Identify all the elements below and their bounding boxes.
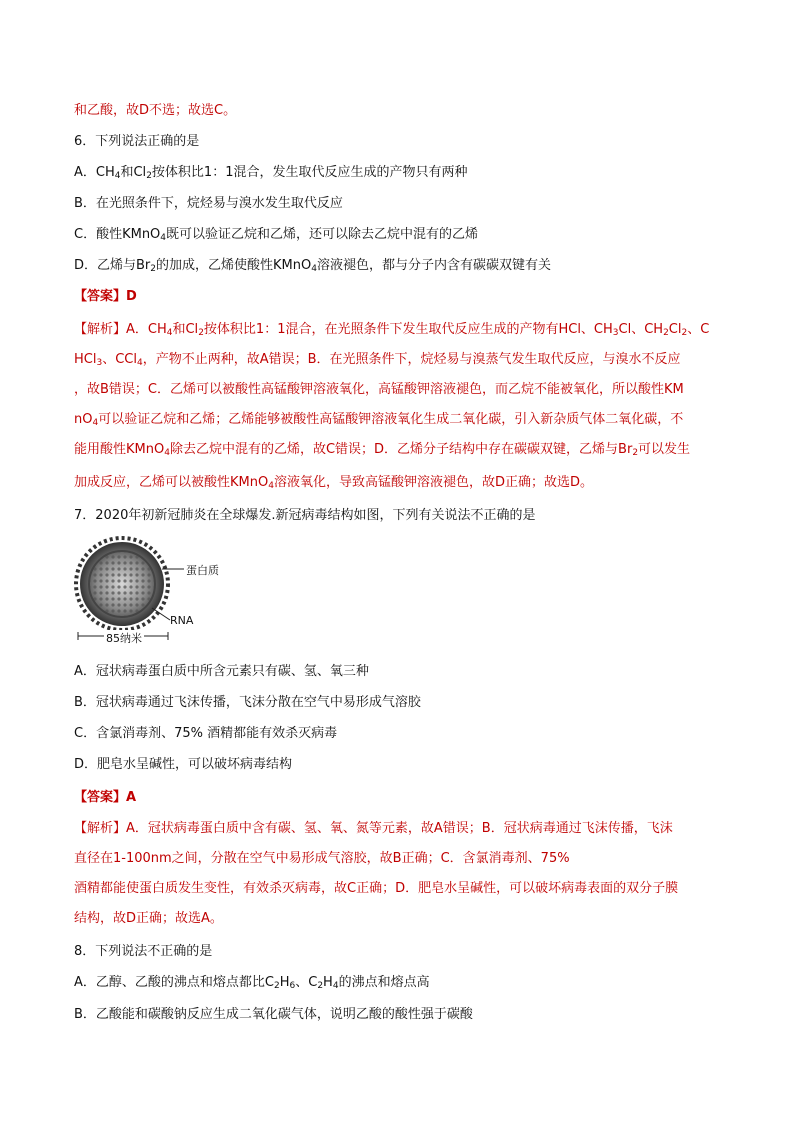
q7-option-c: C．含氯消毒剂、75% 酒精都能有效杀灭病毒 bbox=[74, 726, 338, 741]
q6-analysis-line-4: $nO_4$可以验证乙烷和乙烯；乙烯能够被酸性高锰酸钾溶液氧化生成二氧化碳，引入新杂质气体二氧化碳，不 bbox=[74, 412, 684, 428]
question-8-stem: 8．下列说法不正确的是 bbox=[74, 944, 213, 959]
q7-analysis-line-4: 结构，故D正确；故选A。 bbox=[74, 911, 223, 926]
q6-option-a: A．$CH_4$和$Cl_2$按体积比1：1混合，发生取代反应生成的产物只有两种 bbox=[74, 165, 468, 181]
q6-analysis-line-1: 【解析】A．$CH_4$和$Cl_2$按体积比1：1混合，在光照条件下发生取代反应生成的产物有HCl、$CH_3Cl$、$CH_2Cl_2$、C bbox=[74, 322, 710, 338]
q6-option-b: B．在光照条件下，烷烃易与溴水发生取代反应 bbox=[74, 196, 343, 211]
q7-answer: 【答案】A bbox=[74, 790, 137, 805]
q6-option-c: C．酸性KMnO$_4$既可以验证乙烷和乙烯，还可以除去乙烷中混有的乙烯 bbox=[74, 227, 479, 243]
label-protein: 蛋白质 bbox=[186, 564, 219, 577]
q7-option-d: D．肥皂水呈碱性，可以破坏病毒结构 bbox=[74, 757, 293, 772]
q6-option-d: D．乙烯与$Br_2$的加成，乙烯使酸性KMnO$_4$溶液褪色，都与分子内含有碳碳双键有关 bbox=[74, 258, 551, 274]
question-6-stem: 6．下列说法正确的是 bbox=[74, 134, 200, 149]
q6-analysis-line-5: 能用酸性KMnO$_4$除去乙烷中混有的乙烯，故C错误；D．乙烯分子结构中存在碳碳双键，乙烯与$Br_2$可以发生 bbox=[74, 442, 691, 458]
q7-option-a: A．冠状病毒蛋白质中所含元素只有碳、氢、氧三种 bbox=[74, 664, 369, 679]
q8-option-a: A．乙醇、乙酸的沸点和熔点都比$C_2H_6$、$C_2H_4$的沸点和熔点高 bbox=[74, 975, 430, 991]
virus-illustration bbox=[74, 536, 224, 644]
question-7-stem: 7．2020年初新冠肺炎在全球爆发.新冠病毒结构如图，下列有关说法不正确的是 bbox=[74, 508, 536, 523]
q8-option-b: B．乙酸能和碳酸钠反应生成二氧化碳气体，说明乙酸的酸性强于碳酸 bbox=[74, 1007, 473, 1022]
q7-analysis-line-3: 酒精都能使蛋白质发生变性，有效杀灭病毒，故C正确；D．肥皂水呈碱性，可以破坏病毒表面的双分子膜 bbox=[74, 881, 679, 896]
q6-analysis-line-6: 加成反应，乙烯可以被酸性KMnO$_4$溶液氧化，导致高锰酸钾溶液褪色，故D正确；故选D。 bbox=[74, 475, 593, 491]
q6-analysis-line-3: ，故B错误；C．乙烯可以被酸性高锰酸钾溶液氧化，高锰酸钾溶液褪色，而乙烷不能被氧化，所以酸性KM bbox=[74, 382, 684, 397]
q7-option-b: B．冠状病毒通过飞沫传播，飞沫分散在空气中易形成气溶胶 bbox=[74, 695, 421, 710]
q6-analysis-line-2: HCl$_3$、CCl$_4$，产物不止两种，故A错误；B．在光照条件下，烷烃易与溴蒸气发生取代反应，与溴水不反应 bbox=[74, 352, 681, 368]
q7-analysis-line-1: 【解析】A．冠状病毒蛋白质中含有碳、氢、氧、氮等元素，故A错误；B．冠状病毒通过飞沫传播，飞沫 bbox=[74, 821, 673, 836]
q6-answer: 【答案】D bbox=[74, 289, 137, 304]
label-scale: 85纳米 bbox=[106, 632, 142, 645]
q7-analysis-line-2: 直径在1-100nm之间，分散在空气中易形成气溶胶，故B正确；C．含氯消毒剂、75% bbox=[74, 851, 570, 866]
analysis-tail-q5: 和乙酸，故D不选；故选C。 bbox=[74, 103, 237, 118]
virus-structure-figure bbox=[74, 536, 224, 644]
label-rna: RNA bbox=[170, 614, 194, 627]
